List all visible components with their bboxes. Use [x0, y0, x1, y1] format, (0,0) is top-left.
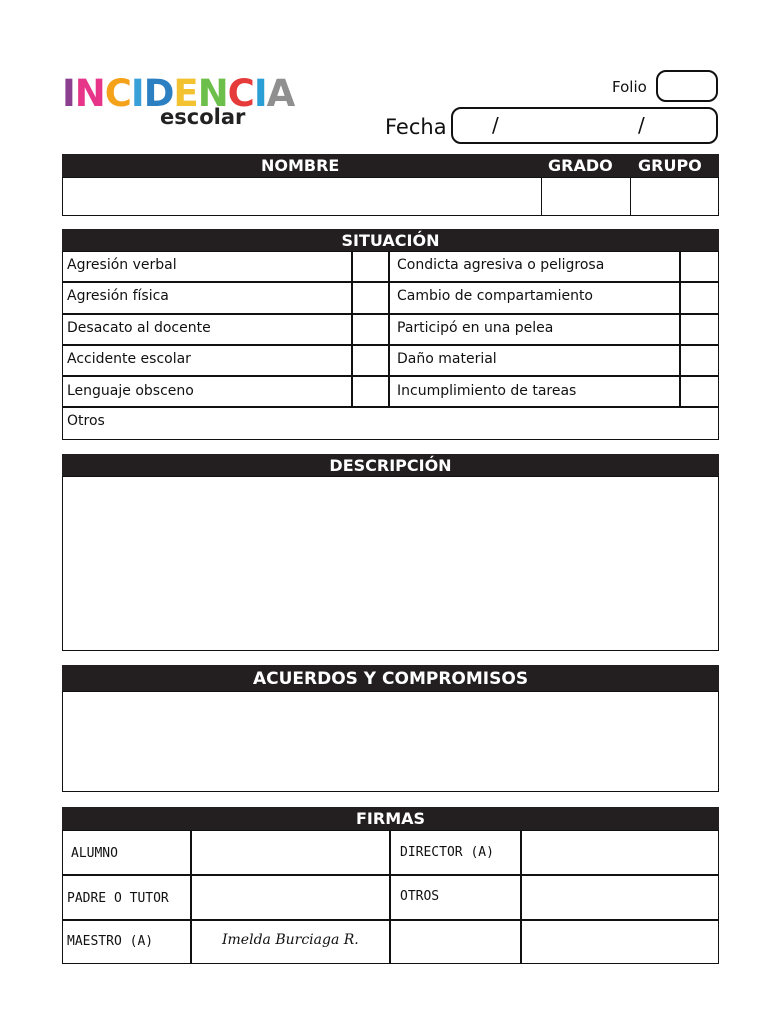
signatures-header: FIRMAS [62, 807, 719, 830]
logo-letter-7: N [197, 72, 228, 115]
situation-left-4: Accidente escolar [67, 351, 191, 367]
situation-right-1: Condicta agresiva o peligrosa [397, 257, 605, 273]
situation-header: SITUACIÓN [62, 229, 719, 251]
signature-label-alumno: ALUMNO [71, 846, 118, 861]
signature-field-maestro[interactable] [192, 921, 388, 963]
fecha-label: Fecha [385, 115, 447, 139]
description-header: DESCRIPCIÓN [62, 454, 719, 476]
logo-letter-1: I [62, 72, 75, 115]
situation-check-left-3[interactable] [352, 315, 388, 344]
signature-label-maestro: MAESTRO (A) [67, 934, 154, 949]
situation-check-right-4[interactable] [680, 346, 718, 375]
grade-field[interactable] [541, 177, 631, 216]
logo [62, 72, 302, 132]
agreements-field[interactable] [62, 691, 719, 792]
situation-check-left-2[interactable] [352, 283, 388, 313]
signature-label-padre: PADRE O TUTOR [67, 891, 169, 906]
logo-letter-3: C [104, 72, 131, 115]
situation-left-1: Agresión verbal [67, 257, 177, 273]
situation-right-3: Participó en una pelea [397, 320, 554, 336]
situation-left-2: Agresión física [67, 288, 169, 304]
name-header: NOMBRE [261, 156, 340, 175]
agreements-header: ACUERDOS Y COMPROMISOS [62, 665, 719, 691]
logo-letter-8: C [227, 72, 254, 115]
situation-right-2: Cambio de compartamiento [397, 288, 593, 304]
signatures-section [62, 807, 719, 964]
group-header: GRUPO [638, 156, 702, 175]
signature-field-padre[interactable] [192, 876, 388, 919]
logo-letter-10: A [266, 72, 295, 115]
situation-check-left-1[interactable] [352, 252, 388, 281]
situation-right-4: Daño material [397, 351, 497, 367]
signature-field-extra[interactable] [522, 921, 718, 963]
description-section [62, 454, 719, 651]
signature-label-otros: OTROS [400, 889, 440, 904]
logo-letter-6: E [173, 72, 198, 115]
date-separator-2: / [638, 113, 645, 137]
grade-header: GRADO [548, 156, 613, 175]
situation-check-right-3[interactable] [680, 315, 718, 344]
name-field[interactable] [62, 177, 542, 216]
situation-left-5: Lenguaje obsceno [67, 383, 194, 399]
logo-letter-9: I [253, 72, 267, 115]
signature-field-alumno[interactable] [192, 832, 388, 874]
situation-right-5: Incumplimiento de tareas [397, 383, 577, 399]
signature-field-director[interactable] [522, 832, 718, 874]
maestro-name: Imelda Burciaga R. [222, 932, 359, 948]
date-separator-1: / [492, 113, 499, 137]
agreements-section [62, 665, 719, 792]
situation-check-right-2[interactable] [680, 283, 718, 313]
situation-check-left-5[interactable] [352, 377, 388, 406]
situation-section [62, 229, 719, 440]
logo-subtitle: escolar [160, 105, 246, 129]
student-header-bar [62, 154, 719, 177]
student-section [62, 154, 719, 216]
situation-left-3: Desacato al docente [67, 320, 211, 336]
signature-field-otros[interactable] [522, 876, 718, 919]
situation-other-field[interactable] [122, 408, 718, 439]
folio-label: Folio [612, 78, 647, 96]
situation-check-left-4[interactable] [352, 346, 388, 375]
folio-field[interactable] [656, 70, 718, 102]
group-field[interactable] [630, 177, 719, 216]
fecha-field[interactable] [451, 107, 718, 144]
signature-label-director: DIRECTOR (A) [400, 845, 494, 860]
logo-letter-2: N [74, 72, 105, 115]
signature-field-extra-label[interactable] [391, 921, 519, 963]
description-field[interactable] [62, 476, 719, 651]
situation-check-right-5[interactable] [680, 377, 718, 406]
logo-letter-5: D [143, 72, 174, 115]
situation-check-right-1[interactable] [680, 252, 718, 281]
situation-other-label: Otros [67, 413, 105, 429]
logo-letter-4: I [130, 72, 144, 115]
